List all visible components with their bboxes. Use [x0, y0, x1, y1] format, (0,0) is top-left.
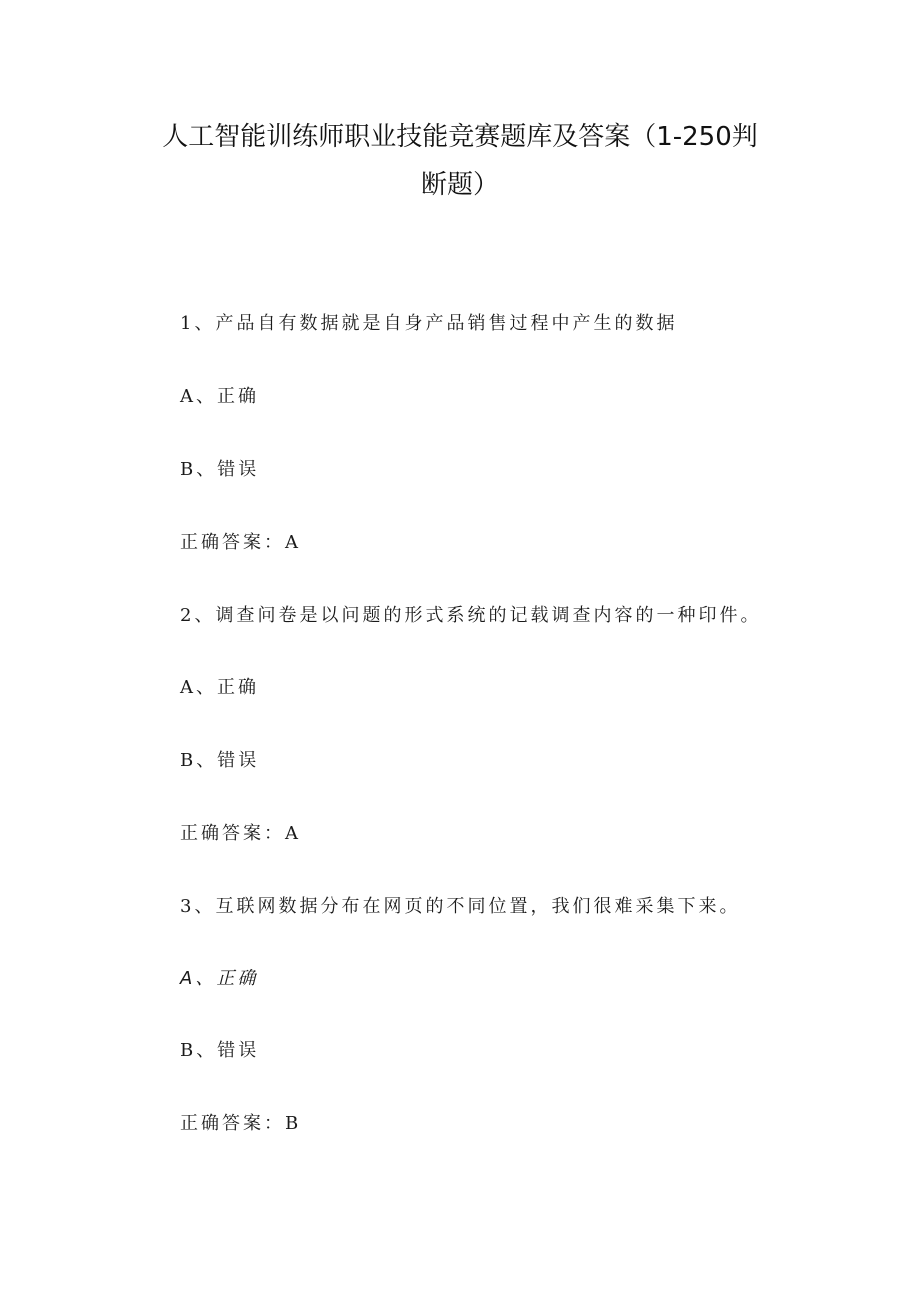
document-title-line-2: 断题） — [420, 170, 499, 200]
question-3-option-b: B、错误 — [180, 1040, 260, 1061]
question-2-text: 2、调查问卷是以问题的形式系统的记载调查内容的一种印件。 — [180, 605, 762, 626]
question-2-option-a: A、正确 — [180, 677, 259, 698]
question-1-option-a: A、正确 — [180, 386, 259, 407]
question-2-answer: 正确答案：A — [180, 823, 301, 844]
question-1-text: 1、产品自有数据就是自身产品销售过程中产生的数据 — [180, 313, 678, 334]
document-title-line-1: 人工智能训练师职业技能竞赛题库及答案（1-250判 — [162, 122, 758, 152]
question-1-option-b: B、错误 — [180, 459, 260, 480]
question-3-option-a: A、正确 — [180, 968, 259, 989]
question-3-answer: 正确答案：B — [180, 1113, 302, 1134]
question-1-answer: 正确答案：A — [180, 532, 301, 553]
question-2-option-b: B、错误 — [180, 750, 260, 771]
question-3-text: 3、互联网数据分布在网页的不同位置，我们很难采集下来。 — [180, 896, 741, 917]
